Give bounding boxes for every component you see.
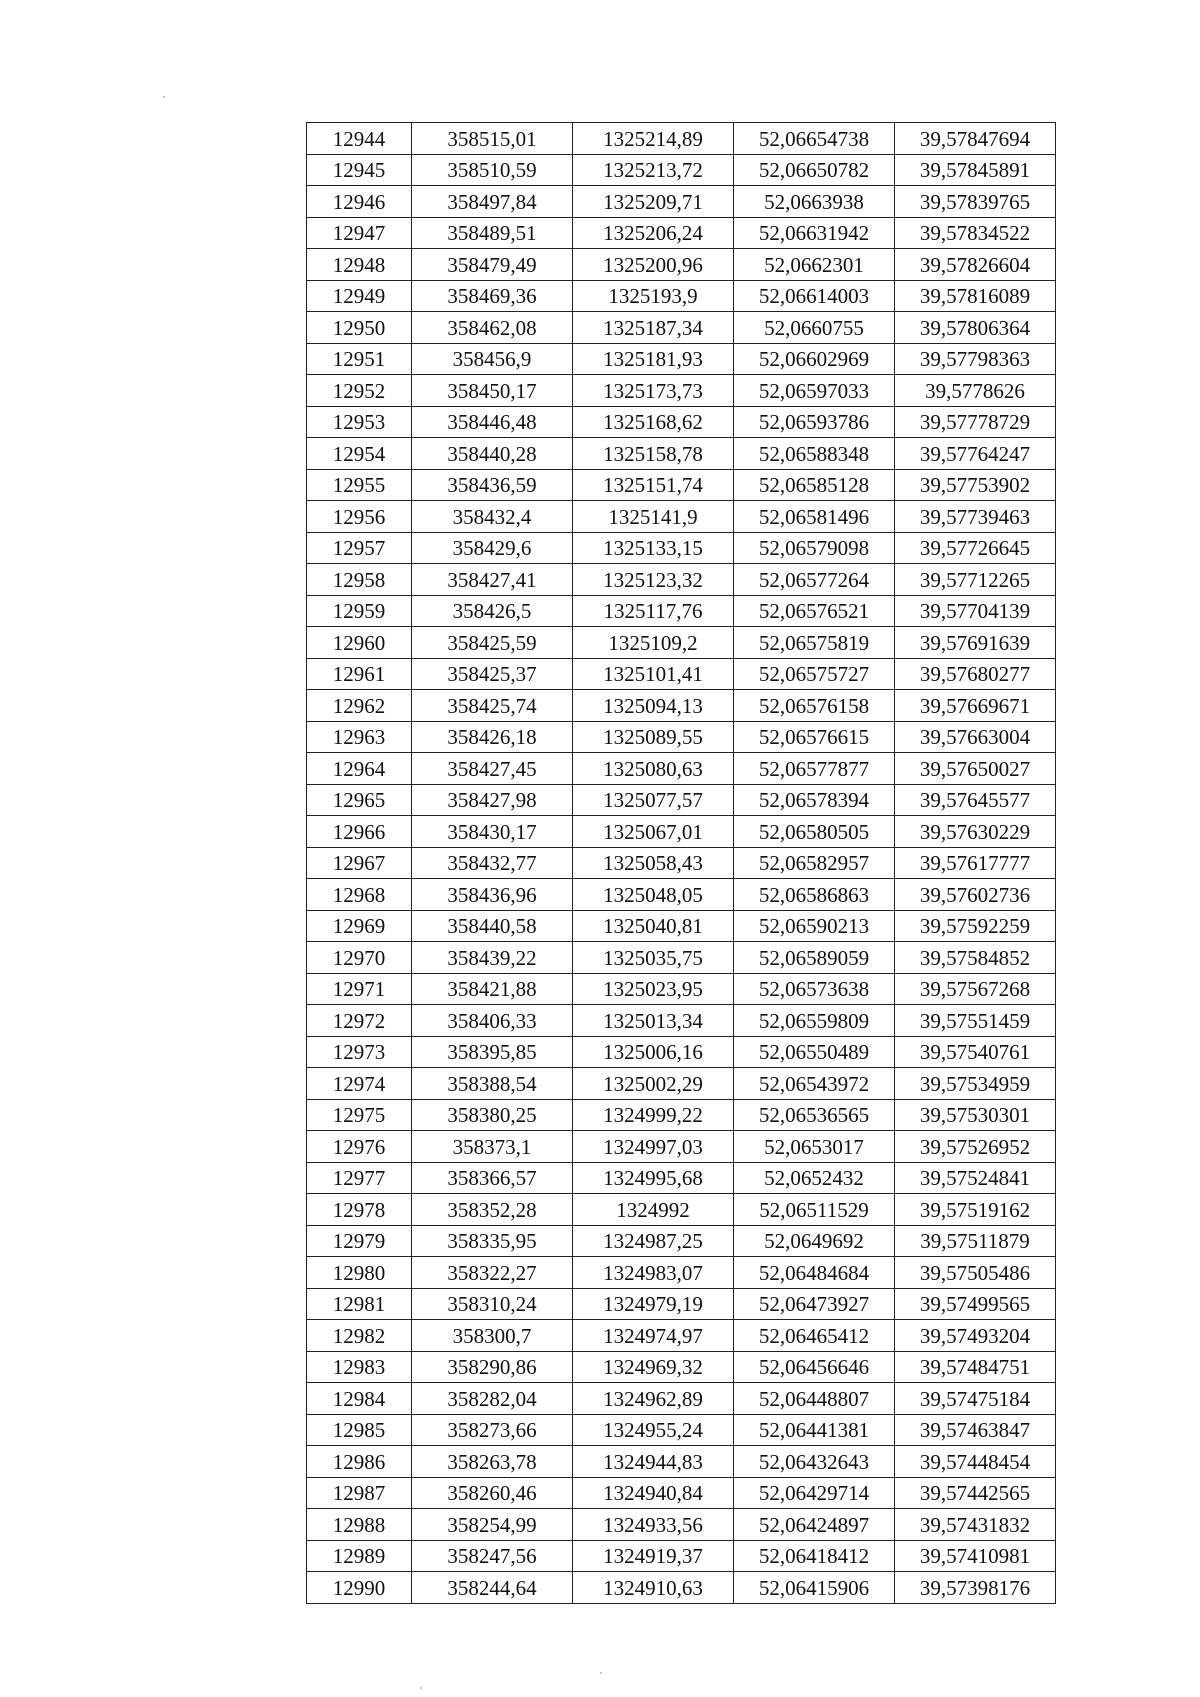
latitude-cell: 52,06631942	[734, 217, 895, 249]
longitude-cell: 39,57519162	[895, 1194, 1056, 1226]
y-coordinate-cell: 1324910,63	[573, 1572, 734, 1604]
latitude-cell: 52,06448807	[734, 1383, 895, 1415]
point-number-cell: 12976	[307, 1131, 412, 1163]
x-coordinate-cell: 358247,56	[412, 1540, 573, 1572]
table-row	[307, 1036, 1056, 1068]
longitude-cell: 39,57847694	[895, 123, 1056, 155]
longitude-cell: 39,57442565	[895, 1477, 1056, 1509]
latitude-cell: 52,06602969	[734, 343, 895, 375]
point-number-cell: 12980	[307, 1257, 412, 1289]
y-coordinate-cell: 1325006,16	[573, 1036, 734, 1068]
y-coordinate-cell: 1324969,32	[573, 1351, 734, 1383]
longitude-cell: 39,57484751	[895, 1351, 1056, 1383]
x-coordinate-cell: 358497,84	[412, 186, 573, 218]
x-coordinate-cell: 358430,17	[412, 816, 573, 848]
point-number-cell: 12985	[307, 1414, 412, 1446]
latitude-cell: 52,06585128	[734, 469, 895, 501]
x-coordinate-cell: 358421,88	[412, 973, 573, 1005]
x-coordinate-cell: 358426,18	[412, 721, 573, 753]
table-row	[307, 1351, 1056, 1383]
longitude-cell: 39,57592259	[895, 910, 1056, 942]
y-coordinate-cell: 1324979,19	[573, 1288, 734, 1320]
latitude-cell: 52,06581496	[734, 501, 895, 533]
latitude-cell: 52,0662301	[734, 249, 895, 281]
longitude-cell: 39,57526952	[895, 1131, 1056, 1163]
point-number-cell: 12951	[307, 343, 412, 375]
latitude-cell: 52,06424897	[734, 1509, 895, 1541]
table-row	[307, 910, 1056, 942]
x-coordinate-cell: 358436,59	[412, 469, 573, 501]
x-coordinate-cell: 358373,1	[412, 1131, 573, 1163]
table-row	[307, 1005, 1056, 1037]
longitude-cell: 39,57530301	[895, 1099, 1056, 1131]
table-row	[307, 1477, 1056, 1509]
latitude-cell: 52,06415906	[734, 1572, 895, 1604]
table-row	[307, 1131, 1056, 1163]
latitude-cell: 52,06441381	[734, 1414, 895, 1446]
coordinates-table-body	[307, 123, 1056, 1604]
point-number-cell: 12975	[307, 1099, 412, 1131]
y-coordinate-cell: 1325058,43	[573, 847, 734, 879]
point-number-cell: 12957	[307, 532, 412, 564]
longitude-cell: 39,57845891	[895, 154, 1056, 186]
x-coordinate-cell: 358489,51	[412, 217, 573, 249]
x-coordinate-cell: 358300,7	[412, 1320, 573, 1352]
longitude-cell: 39,57448454	[895, 1446, 1056, 1478]
x-coordinate-cell: 358432,4	[412, 501, 573, 533]
latitude-cell: 52,0660755	[734, 312, 895, 344]
latitude-cell: 52,06580505	[734, 816, 895, 848]
point-number-cell: 12961	[307, 658, 412, 690]
longitude-cell: 39,57534959	[895, 1068, 1056, 1100]
longitude-cell: 39,57669671	[895, 690, 1056, 722]
y-coordinate-cell: 1325067,01	[573, 816, 734, 848]
longitude-cell: 39,57739463	[895, 501, 1056, 533]
longitude-cell: 39,57463847	[895, 1414, 1056, 1446]
table-row	[307, 753, 1056, 785]
y-coordinate-cell: 1325013,34	[573, 1005, 734, 1037]
table-row	[307, 532, 1056, 564]
table-row	[307, 154, 1056, 186]
longitude-cell: 39,57617777	[895, 847, 1056, 879]
scan-speck	[420, 1687, 422, 1689]
latitude-cell: 52,06573638	[734, 973, 895, 1005]
x-coordinate-cell: 358425,74	[412, 690, 573, 722]
latitude-cell: 52,06456646	[734, 1351, 895, 1383]
table-row	[307, 1194, 1056, 1226]
y-coordinate-cell: 1324919,37	[573, 1540, 734, 1572]
longitude-cell: 39,57645577	[895, 784, 1056, 816]
y-coordinate-cell: 1325077,57	[573, 784, 734, 816]
y-coordinate-cell: 1324962,89	[573, 1383, 734, 1415]
point-number-cell: 12954	[307, 438, 412, 470]
y-coordinate-cell: 1325109,2	[573, 627, 734, 659]
y-coordinate-cell: 1324983,07	[573, 1257, 734, 1289]
longitude-cell: 39,57630229	[895, 816, 1056, 848]
latitude-cell: 52,06577264	[734, 564, 895, 596]
point-number-cell: 12990	[307, 1572, 412, 1604]
x-coordinate-cell: 358440,58	[412, 910, 573, 942]
y-coordinate-cell: 1325213,72	[573, 154, 734, 186]
point-number-cell: 12965	[307, 784, 412, 816]
table-row	[307, 1540, 1056, 1572]
y-coordinate-cell: 1325187,34	[573, 312, 734, 344]
longitude-cell: 39,57806364	[895, 312, 1056, 344]
x-coordinate-cell: 358432,77	[412, 847, 573, 879]
longitude-cell: 39,57431832	[895, 1509, 1056, 1541]
table-row	[307, 406, 1056, 438]
point-number-cell: 12966	[307, 816, 412, 848]
latitude-cell: 52,06650782	[734, 154, 895, 186]
x-coordinate-cell: 358425,59	[412, 627, 573, 659]
x-coordinate-cell: 358462,08	[412, 312, 573, 344]
longitude-cell: 39,57704139	[895, 595, 1056, 627]
latitude-cell: 52,06579098	[734, 532, 895, 564]
y-coordinate-cell: 1325193,9	[573, 280, 734, 312]
y-coordinate-cell: 1325123,32	[573, 564, 734, 596]
y-coordinate-cell: 1325117,76	[573, 595, 734, 627]
latitude-cell: 52,06473927	[734, 1288, 895, 1320]
table-row	[307, 658, 1056, 690]
x-coordinate-cell: 358406,33	[412, 1005, 573, 1037]
y-coordinate-cell: 1324987,25	[573, 1225, 734, 1257]
longitude-cell: 39,57764247	[895, 438, 1056, 470]
latitude-cell: 52,06575727	[734, 658, 895, 690]
x-coordinate-cell: 358395,85	[412, 1036, 573, 1068]
longitude-cell: 39,57505486	[895, 1257, 1056, 1289]
longitude-cell: 39,57778729	[895, 406, 1056, 438]
longitude-cell: 39,57602736	[895, 879, 1056, 911]
longitude-cell: 39,57584852	[895, 942, 1056, 974]
longitude-cell: 39,57410981	[895, 1540, 1056, 1572]
longitude-cell: 39,57691639	[895, 627, 1056, 659]
latitude-cell: 52,06484684	[734, 1257, 895, 1289]
y-coordinate-cell: 1325173,73	[573, 375, 734, 407]
scan-speck	[600, 1672, 602, 1674]
latitude-cell: 52,06614003	[734, 280, 895, 312]
x-coordinate-cell: 358479,49	[412, 249, 573, 281]
table-row	[307, 721, 1056, 753]
x-coordinate-cell: 358310,24	[412, 1288, 573, 1320]
point-number-cell: 12970	[307, 942, 412, 974]
y-coordinate-cell: 1325094,13	[573, 690, 734, 722]
latitude-cell: 52,06429714	[734, 1477, 895, 1509]
y-coordinate-cell: 1325023,95	[573, 973, 734, 1005]
y-coordinate-cell: 1325141,9	[573, 501, 734, 533]
x-coordinate-cell: 358366,57	[412, 1162, 573, 1194]
longitude-cell: 39,57816089	[895, 280, 1056, 312]
latitude-cell: 52,06582957	[734, 847, 895, 879]
table-row	[307, 1383, 1056, 1415]
y-coordinate-cell: 1325048,05	[573, 879, 734, 911]
y-coordinate-cell: 1325080,63	[573, 753, 734, 785]
point-number-cell: 12967	[307, 847, 412, 879]
scan-speck	[163, 96, 165, 98]
point-number-cell: 12977	[307, 1162, 412, 1194]
point-number-cell: 12989	[307, 1540, 412, 1572]
table-row	[307, 375, 1056, 407]
x-coordinate-cell: 358427,41	[412, 564, 573, 596]
point-number-cell: 12971	[307, 973, 412, 1005]
x-coordinate-cell: 358388,54	[412, 1068, 573, 1100]
x-coordinate-cell: 358427,45	[412, 753, 573, 785]
point-number-cell: 12945	[307, 154, 412, 186]
latitude-cell: 52,06465412	[734, 1320, 895, 1352]
y-coordinate-cell: 1325040,81	[573, 910, 734, 942]
table-row	[307, 1225, 1056, 1257]
longitude-cell: 39,57650027	[895, 753, 1056, 785]
point-number-cell: 12986	[307, 1446, 412, 1478]
y-coordinate-cell: 1325209,71	[573, 186, 734, 218]
latitude-cell: 52,06576521	[734, 595, 895, 627]
x-coordinate-cell: 358429,6	[412, 532, 573, 564]
longitude-cell: 39,57540761	[895, 1036, 1056, 1068]
point-number-cell: 12944	[307, 123, 412, 155]
table-row	[307, 942, 1056, 974]
latitude-cell: 52,06586863	[734, 879, 895, 911]
point-number-cell: 12947	[307, 217, 412, 249]
table-row	[307, 1288, 1056, 1320]
x-coordinate-cell: 358282,04	[412, 1383, 573, 1415]
longitude-cell: 39,57524841	[895, 1162, 1056, 1194]
x-coordinate-cell: 358439,22	[412, 942, 573, 974]
y-coordinate-cell: 1325200,96	[573, 249, 734, 281]
table-row	[307, 1414, 1056, 1446]
point-number-cell: 12972	[307, 1005, 412, 1037]
table-row	[307, 501, 1056, 533]
latitude-cell: 52,0663938	[734, 186, 895, 218]
longitude-cell: 39,57680277	[895, 658, 1056, 690]
y-coordinate-cell: 1325089,55	[573, 721, 734, 753]
longitude-cell: 39,57839765	[895, 186, 1056, 218]
point-number-cell: 12955	[307, 469, 412, 501]
table-row	[307, 564, 1056, 596]
latitude-cell: 52,06575819	[734, 627, 895, 659]
longitude-cell: 39,5778626	[895, 375, 1056, 407]
latitude-cell: 52,06597033	[734, 375, 895, 407]
table-row	[307, 973, 1056, 1005]
y-coordinate-cell: 1325158,78	[573, 438, 734, 470]
longitude-cell: 39,57493204	[895, 1320, 1056, 1352]
table-row	[307, 186, 1056, 218]
y-coordinate-cell: 1324974,97	[573, 1320, 734, 1352]
x-coordinate-cell: 358450,17	[412, 375, 573, 407]
latitude-cell: 52,06576615	[734, 721, 895, 753]
latitude-cell: 52,0649692	[734, 1225, 895, 1257]
y-coordinate-cell: 1325002,29	[573, 1068, 734, 1100]
latitude-cell: 52,06559809	[734, 1005, 895, 1037]
table-row	[307, 1162, 1056, 1194]
longitude-cell: 39,57834522	[895, 217, 1056, 249]
y-coordinate-cell: 1325035,75	[573, 942, 734, 974]
x-coordinate-cell: 358515,01	[412, 123, 573, 155]
table-row	[307, 595, 1056, 627]
latitude-cell: 52,06578394	[734, 784, 895, 816]
y-coordinate-cell: 1325168,62	[573, 406, 734, 438]
y-coordinate-cell: 1324933,56	[573, 1509, 734, 1541]
point-number-cell: 12962	[307, 690, 412, 722]
point-number-cell: 12984	[307, 1383, 412, 1415]
longitude-cell: 39,57798363	[895, 343, 1056, 375]
table-row	[307, 123, 1056, 155]
latitude-cell: 52,0652432	[734, 1162, 895, 1194]
x-coordinate-cell: 358260,46	[412, 1477, 573, 1509]
point-number-cell: 12981	[307, 1288, 412, 1320]
latitude-cell: 52,06577877	[734, 753, 895, 785]
y-coordinate-cell: 1324955,24	[573, 1414, 734, 1446]
point-number-cell: 12974	[307, 1068, 412, 1100]
x-coordinate-cell: 358263,78	[412, 1446, 573, 1478]
longitude-cell: 39,57567268	[895, 973, 1056, 1005]
longitude-cell: 39,57712265	[895, 564, 1056, 596]
point-number-cell: 12958	[307, 564, 412, 596]
table-row	[307, 280, 1056, 312]
table-row	[307, 847, 1056, 879]
point-number-cell: 12982	[307, 1320, 412, 1352]
y-coordinate-cell: 1325181,93	[573, 343, 734, 375]
longitude-cell: 39,57511879	[895, 1225, 1056, 1257]
y-coordinate-cell: 1324995,68	[573, 1162, 734, 1194]
x-coordinate-cell: 358254,99	[412, 1509, 573, 1541]
longitude-cell: 39,57398176	[895, 1572, 1056, 1604]
longitude-cell: 39,57753902	[895, 469, 1056, 501]
latitude-cell: 52,06536565	[734, 1099, 895, 1131]
x-coordinate-cell: 358352,28	[412, 1194, 573, 1226]
x-coordinate-cell: 358244,64	[412, 1572, 573, 1604]
point-number-cell: 12988	[307, 1509, 412, 1541]
table-row	[307, 1099, 1056, 1131]
longitude-cell: 39,57551459	[895, 1005, 1056, 1037]
latitude-cell: 52,06654738	[734, 123, 895, 155]
point-number-cell: 12952	[307, 375, 412, 407]
x-coordinate-cell: 358427,98	[412, 784, 573, 816]
y-coordinate-cell: 1325133,15	[573, 532, 734, 564]
point-number-cell: 12946	[307, 186, 412, 218]
y-coordinate-cell: 1325214,89	[573, 123, 734, 155]
table-row	[307, 690, 1056, 722]
table-row	[307, 1320, 1056, 1352]
point-number-cell: 12973	[307, 1036, 412, 1068]
table-row	[307, 343, 1056, 375]
point-number-cell: 12987	[307, 1477, 412, 1509]
table-row	[307, 879, 1056, 911]
y-coordinate-cell: 1325151,74	[573, 469, 734, 501]
latitude-cell: 52,06550489	[734, 1036, 895, 1068]
y-coordinate-cell: 1324992	[573, 1194, 734, 1226]
x-coordinate-cell: 358440,28	[412, 438, 573, 470]
longitude-cell: 39,57475184	[895, 1383, 1056, 1415]
longitude-cell: 39,57726645	[895, 532, 1056, 564]
point-number-cell: 12963	[307, 721, 412, 753]
table-row	[307, 1446, 1056, 1478]
table-row	[307, 217, 1056, 249]
y-coordinate-cell: 1324940,84	[573, 1477, 734, 1509]
table-row	[307, 1509, 1056, 1541]
point-number-cell: 12953	[307, 406, 412, 438]
table-row	[307, 438, 1056, 470]
latitude-cell: 52,06418412	[734, 1540, 895, 1572]
longitude-cell: 39,57663004	[895, 721, 1056, 753]
point-number-cell: 12964	[307, 753, 412, 785]
x-coordinate-cell: 358446,48	[412, 406, 573, 438]
point-number-cell: 12956	[307, 501, 412, 533]
point-number-cell: 12959	[307, 595, 412, 627]
point-number-cell: 12968	[307, 879, 412, 911]
point-number-cell: 12960	[307, 627, 412, 659]
x-coordinate-cell: 358469,36	[412, 280, 573, 312]
table-row	[307, 1572, 1056, 1604]
y-coordinate-cell: 1325206,24	[573, 217, 734, 249]
longitude-cell: 39,57499565	[895, 1288, 1056, 1320]
longitude-cell: 39,57826604	[895, 249, 1056, 281]
x-coordinate-cell: 358510,59	[412, 154, 573, 186]
latitude-cell: 52,06432643	[734, 1446, 895, 1478]
y-coordinate-cell: 1325101,41	[573, 658, 734, 690]
coordinates-table	[306, 122, 1056, 1604]
y-coordinate-cell: 1324999,22	[573, 1099, 734, 1131]
x-coordinate-cell: 358456,9	[412, 343, 573, 375]
latitude-cell: 52,0653017	[734, 1131, 895, 1163]
point-number-cell: 12969	[307, 910, 412, 942]
latitude-cell: 52,06589059	[734, 942, 895, 974]
point-number-cell: 12949	[307, 280, 412, 312]
x-coordinate-cell: 358273,66	[412, 1414, 573, 1446]
table-row	[307, 1068, 1056, 1100]
point-number-cell: 12979	[307, 1225, 412, 1257]
latitude-cell: 52,06511529	[734, 1194, 895, 1226]
x-coordinate-cell: 358425,37	[412, 658, 573, 690]
table-row	[307, 249, 1056, 281]
y-coordinate-cell: 1324944,83	[573, 1446, 734, 1478]
latitude-cell: 52,06576158	[734, 690, 895, 722]
table-row	[307, 312, 1056, 344]
point-number-cell: 12948	[307, 249, 412, 281]
point-number-cell: 12950	[307, 312, 412, 344]
latitude-cell: 52,06590213	[734, 910, 895, 942]
latitude-cell: 52,06593786	[734, 406, 895, 438]
latitude-cell: 52,06588348	[734, 438, 895, 470]
table-row	[307, 469, 1056, 501]
x-coordinate-cell: 358322,27	[412, 1257, 573, 1289]
table-row	[307, 784, 1056, 816]
table-row	[307, 1257, 1056, 1289]
latitude-cell: 52,06543972	[734, 1068, 895, 1100]
x-coordinate-cell: 358290,86	[412, 1351, 573, 1383]
point-number-cell: 12983	[307, 1351, 412, 1383]
x-coordinate-cell: 358436,96	[412, 879, 573, 911]
y-coordinate-cell: 1324997,03	[573, 1131, 734, 1163]
x-coordinate-cell: 358426,5	[412, 595, 573, 627]
point-number-cell: 12978	[307, 1194, 412, 1226]
table-row	[307, 627, 1056, 659]
x-coordinate-cell: 358380,25	[412, 1099, 573, 1131]
table-row	[307, 816, 1056, 848]
x-coordinate-cell: 358335,95	[412, 1225, 573, 1257]
